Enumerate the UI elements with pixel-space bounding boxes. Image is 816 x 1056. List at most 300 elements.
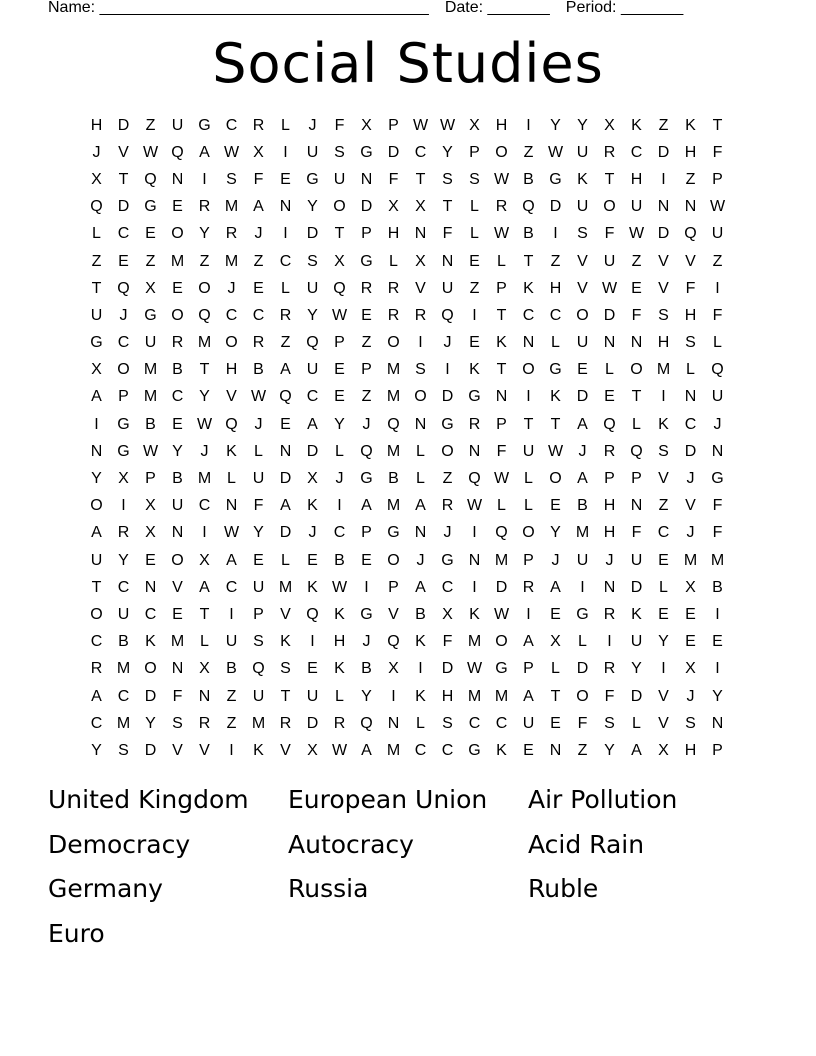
grid-letter: D bbox=[630, 578, 643, 596]
grid-letter: H bbox=[603, 524, 616, 542]
grid-letter: D bbox=[684, 442, 697, 460]
grid-letter: Z bbox=[226, 714, 237, 732]
grid-letter: R bbox=[603, 605, 616, 623]
word-search-grid bbox=[83, 112, 731, 765]
grid-row bbox=[83, 601, 731, 628]
grid-letter: Z bbox=[523, 143, 534, 161]
grid-letter: Q bbox=[360, 714, 373, 732]
grid-letter: M bbox=[116, 660, 131, 678]
grid-letter: R bbox=[333, 714, 346, 732]
grid-letter: R bbox=[198, 714, 211, 732]
grid-letter: Y bbox=[658, 633, 669, 651]
date-field-label: Date: _______ bbox=[444, 0, 550, 16]
grid-letter: I bbox=[661, 388, 666, 406]
grid-letter: I bbox=[526, 388, 531, 406]
grid-letter: C bbox=[441, 578, 454, 596]
grid-letter: L bbox=[524, 470, 533, 488]
grid-letter: P bbox=[469, 143, 480, 161]
grid-letter: G bbox=[468, 741, 481, 759]
grid-letter: J bbox=[92, 143, 101, 161]
grid-letter: R bbox=[603, 143, 616, 161]
grid-letter: V bbox=[388, 605, 399, 623]
grid-letter: F bbox=[442, 633, 453, 651]
grid-letter: X bbox=[334, 252, 345, 270]
grid-letter: P bbox=[388, 578, 399, 596]
grid-letter: I bbox=[418, 660, 423, 678]
grid-letter: Y bbox=[91, 741, 102, 759]
grid-letter: V bbox=[577, 252, 588, 270]
grid-letter: F bbox=[712, 497, 723, 515]
grid-letter: E bbox=[361, 551, 372, 569]
grid-letter: D bbox=[387, 143, 400, 161]
grid-letter: I bbox=[553, 225, 558, 243]
grid-letter: G bbox=[360, 470, 373, 488]
grid-letter: X bbox=[361, 116, 372, 134]
grid-letter: G bbox=[360, 605, 373, 623]
grid-letter: Q bbox=[225, 415, 238, 433]
grid-letter: P bbox=[361, 524, 372, 542]
grid-letter: E bbox=[307, 660, 318, 678]
grid-letter: N bbox=[414, 415, 427, 433]
grid-letter: C bbox=[657, 524, 670, 542]
grid-letter: A bbox=[631, 741, 642, 759]
grid-letter: A bbox=[415, 578, 426, 596]
grid-letter: O bbox=[441, 442, 454, 460]
grid-letter: N bbox=[495, 388, 508, 406]
grid-letter: A bbox=[361, 741, 372, 759]
grid-letter: X bbox=[469, 116, 480, 134]
grid-letter: F bbox=[253, 170, 264, 188]
grid-letter: K bbox=[496, 334, 507, 352]
grid-letter: D bbox=[306, 442, 319, 460]
grid-letter: M bbox=[386, 388, 401, 406]
grid-letter: X bbox=[118, 470, 129, 488]
grid-letter: K bbox=[334, 605, 345, 623]
grid-letter: P bbox=[361, 225, 372, 243]
grid-row bbox=[83, 710, 731, 737]
grid-letter: R bbox=[468, 415, 481, 433]
grid-letter: B bbox=[523, 170, 534, 188]
grid-letter: A bbox=[577, 415, 588, 433]
grid-letter: M bbox=[224, 198, 239, 216]
grid-letter: N bbox=[684, 388, 697, 406]
grid-letter: J bbox=[686, 524, 695, 542]
grid-letter: N bbox=[387, 714, 400, 732]
grid-letter: I bbox=[715, 660, 720, 678]
grid-letter: O bbox=[198, 279, 211, 297]
grid-letter: M bbox=[386, 497, 401, 515]
grid-letter: J bbox=[578, 442, 587, 460]
grid-letter: M bbox=[251, 714, 266, 732]
grid-letter: F bbox=[496, 442, 507, 460]
grid-letter: R bbox=[603, 660, 616, 678]
grid-letter: G bbox=[306, 170, 319, 188]
grid-letter: V bbox=[658, 687, 669, 705]
grid-letter: A bbox=[280, 361, 291, 379]
grid-letter: F bbox=[604, 687, 615, 705]
grid-letter: O bbox=[414, 388, 427, 406]
grid-letter: U bbox=[306, 361, 319, 379]
grid-letter: H bbox=[225, 361, 238, 379]
grid-letter: U bbox=[522, 714, 535, 732]
grid-letter: G bbox=[144, 198, 157, 216]
grid-letter: R bbox=[414, 306, 427, 324]
grid-letter: M bbox=[386, 361, 401, 379]
grid-letter: E bbox=[469, 334, 480, 352]
grid-letter: B bbox=[253, 361, 264, 379]
grid-letter: H bbox=[549, 279, 562, 297]
grid-letter: S bbox=[658, 306, 669, 324]
grid-letter: Z bbox=[712, 252, 723, 270]
grid-letter: C bbox=[495, 714, 508, 732]
grid-letter: M bbox=[467, 633, 482, 651]
grid-letter: Q bbox=[279, 388, 292, 406]
grid-letter: E bbox=[172, 279, 183, 297]
grid-letter: G bbox=[117, 415, 130, 433]
grid-letter: K bbox=[631, 116, 642, 134]
grid-letter: P bbox=[253, 605, 264, 623]
grid-letter: M bbox=[656, 361, 671, 379]
grid-letter: E bbox=[361, 306, 372, 324]
grid-letter: C bbox=[144, 605, 157, 623]
grid-letter: I bbox=[283, 225, 288, 243]
grid-letter: L bbox=[227, 470, 236, 488]
grid-letter: P bbox=[712, 170, 723, 188]
grid-letter: N bbox=[603, 334, 616, 352]
worksheet-header bbox=[48, 0, 683, 18]
grid-letter: V bbox=[658, 714, 669, 732]
grid-letter: R bbox=[90, 660, 103, 678]
word-bank-item: European Union bbox=[288, 785, 488, 814]
grid-letter: X bbox=[307, 470, 318, 488]
grid-letter: W bbox=[331, 306, 348, 324]
grid-letter: Y bbox=[604, 741, 615, 759]
grid-row bbox=[83, 275, 731, 302]
grid-letter: M bbox=[710, 551, 725, 569]
grid-letter: K bbox=[145, 633, 156, 651]
grid-letter: J bbox=[362, 415, 371, 433]
grid-letter: Y bbox=[550, 524, 561, 542]
grid-letter: D bbox=[117, 198, 130, 216]
grid-letter: D bbox=[441, 660, 454, 678]
grid-letter: C bbox=[252, 306, 265, 324]
grid-letter: J bbox=[686, 470, 695, 488]
grid-letter: Z bbox=[91, 252, 102, 270]
word-bank-item: Autocracy bbox=[288, 829, 414, 859]
grid-letter: R bbox=[441, 497, 454, 515]
grid-letter: E bbox=[550, 497, 561, 515]
grid-letter: G bbox=[387, 524, 400, 542]
grid-letter: U bbox=[90, 306, 103, 324]
grid-letter: L bbox=[335, 442, 344, 460]
grid-letter: F bbox=[172, 687, 183, 705]
grid-letter: S bbox=[280, 660, 291, 678]
grid-letter: Y bbox=[145, 714, 156, 732]
grid-letter: Y bbox=[199, 225, 210, 243]
grid-letter: E bbox=[172, 605, 183, 623]
grid-letter: M bbox=[494, 687, 509, 705]
grid-letter: V bbox=[280, 605, 291, 623]
grid-letter: M bbox=[197, 470, 212, 488]
grid-letter: U bbox=[711, 388, 724, 406]
grid-letter: M bbox=[197, 334, 212, 352]
grid-letter: R bbox=[279, 306, 292, 324]
grid-letter: N bbox=[171, 660, 184, 678]
grid-letter: T bbox=[91, 279, 102, 297]
grid-letter: O bbox=[90, 605, 103, 623]
grid-letter: A bbox=[550, 578, 561, 596]
grid-letter: U bbox=[333, 170, 346, 188]
grid-letter: M bbox=[575, 524, 590, 542]
grid-letter: U bbox=[576, 198, 589, 216]
grid-letter: U bbox=[90, 551, 103, 569]
grid-letter: M bbox=[143, 361, 158, 379]
grid-letter: F bbox=[685, 279, 696, 297]
grid-letter: W bbox=[331, 741, 348, 759]
grid-letter: B bbox=[334, 551, 345, 569]
grid-letter: L bbox=[497, 497, 506, 515]
grid-letter: X bbox=[685, 660, 696, 678]
grid-letter: U bbox=[441, 279, 454, 297]
grid-letter: J bbox=[227, 279, 236, 297]
grid-letter: X bbox=[307, 741, 318, 759]
grid-letter: T bbox=[118, 170, 129, 188]
grid-letter: X bbox=[388, 660, 399, 678]
grid-letter: G bbox=[468, 388, 481, 406]
grid-letter: W bbox=[493, 225, 510, 243]
grid-letter: N bbox=[171, 170, 184, 188]
grid-letter: H bbox=[603, 497, 616, 515]
grid-letter: Q bbox=[90, 198, 103, 216]
grid-letter: B bbox=[415, 605, 426, 623]
grid-letter: Y bbox=[712, 687, 723, 705]
grid-letter: S bbox=[658, 442, 669, 460]
grid-letter: D bbox=[576, 388, 589, 406]
grid-letter: I bbox=[337, 497, 342, 515]
grid-row bbox=[83, 302, 731, 329]
grid-letter: I bbox=[472, 306, 477, 324]
grid-row bbox=[83, 629, 731, 656]
grid-letter: N bbox=[711, 442, 724, 460]
grid-letter: Z bbox=[550, 252, 561, 270]
grid-letter: D bbox=[576, 660, 589, 678]
grid-letter: T bbox=[550, 687, 561, 705]
name-field-label: Name: _____________________________________ bbox=[48, 0, 429, 16]
grid-letter: U bbox=[171, 116, 184, 134]
grid-letter: Q bbox=[603, 415, 616, 433]
grid-letter: C bbox=[414, 741, 427, 759]
grid-letter: U bbox=[252, 578, 265, 596]
grid-letter: U bbox=[522, 442, 535, 460]
grid-letter: I bbox=[229, 605, 234, 623]
grid-letter: J bbox=[443, 334, 452, 352]
grid-letter: C bbox=[522, 306, 535, 324]
grid-letter: R bbox=[387, 306, 400, 324]
grid-letter: C bbox=[441, 741, 454, 759]
grid-letter: Q bbox=[441, 306, 454, 324]
grid-letter: N bbox=[171, 524, 184, 542]
grid-letter: N bbox=[711, 714, 724, 732]
grid-letter: C bbox=[90, 714, 103, 732]
grid-letter: V bbox=[658, 279, 669, 297]
grid-letter: K bbox=[307, 497, 318, 515]
grid-letter: D bbox=[279, 524, 292, 542]
grid-letter: G bbox=[360, 143, 373, 161]
grid-letter: L bbox=[416, 442, 425, 460]
grid-letter: S bbox=[307, 252, 318, 270]
grid-letter: T bbox=[199, 605, 210, 623]
grid-letter: O bbox=[333, 198, 346, 216]
grid-letter: I bbox=[580, 578, 585, 596]
grid-letter: E bbox=[253, 551, 264, 569]
grid-letter: C bbox=[414, 143, 427, 161]
grid-letter: V bbox=[118, 143, 129, 161]
grid-letter: A bbox=[523, 633, 534, 651]
grid-letter: N bbox=[630, 334, 643, 352]
grid-letter: C bbox=[117, 687, 130, 705]
grid-letter: I bbox=[661, 170, 666, 188]
grid-letter: T bbox=[496, 306, 507, 324]
grid-row bbox=[83, 520, 731, 547]
grid-letter: W bbox=[466, 497, 483, 515]
grid-letter: J bbox=[335, 470, 344, 488]
grid-letter: K bbox=[496, 741, 507, 759]
grid-letter: K bbox=[577, 170, 588, 188]
grid-letter: J bbox=[254, 415, 263, 433]
grid-letter: J bbox=[416, 551, 425, 569]
grid-letter: Y bbox=[577, 116, 588, 134]
grid-letter: P bbox=[145, 470, 156, 488]
grid-letter: H bbox=[684, 741, 697, 759]
grid-row bbox=[83, 465, 731, 492]
grid-letter: B bbox=[145, 415, 156, 433]
grid-letter: S bbox=[415, 361, 426, 379]
grid-letter: I bbox=[472, 578, 477, 596]
grid-letter: K bbox=[334, 660, 345, 678]
grid-letter: F bbox=[712, 524, 723, 542]
grid-letter: G bbox=[117, 442, 130, 460]
grid-letter: E bbox=[118, 252, 129, 270]
grid-letter: U bbox=[306, 279, 319, 297]
grid-letter: E bbox=[658, 551, 669, 569]
grid-letter: I bbox=[526, 116, 531, 134]
grid-letter: Z bbox=[226, 687, 237, 705]
grid-letter: I bbox=[418, 334, 423, 352]
grid-letter: F bbox=[712, 306, 723, 324]
grid-letter: X bbox=[388, 198, 399, 216]
grid-letter: L bbox=[551, 660, 560, 678]
grid-letter: U bbox=[306, 687, 319, 705]
grid-letter: U bbox=[576, 334, 589, 352]
grid-letter: L bbox=[416, 714, 425, 732]
grid-letter: K bbox=[307, 578, 318, 596]
grid-letter: O bbox=[90, 497, 103, 515]
grid-letter: P bbox=[118, 388, 129, 406]
grid-letter: J bbox=[254, 225, 263, 243]
grid-letter: K bbox=[253, 741, 264, 759]
grid-letter: R bbox=[171, 334, 184, 352]
grid-row bbox=[83, 221, 731, 248]
grid-letter: W bbox=[196, 415, 213, 433]
grid-letter: C bbox=[198, 497, 211, 515]
grid-letter: A bbox=[280, 497, 291, 515]
grid-letter: V bbox=[172, 741, 183, 759]
grid-letter: T bbox=[712, 116, 723, 134]
grid-letter: X bbox=[145, 497, 156, 515]
grid-row bbox=[83, 683, 731, 710]
grid-letter: Y bbox=[334, 415, 345, 433]
grid-letter: H bbox=[630, 170, 643, 188]
grid-letter: Q bbox=[198, 306, 211, 324]
grid-letter: E bbox=[604, 388, 615, 406]
period-field-label: Period: _______ bbox=[565, 0, 684, 16]
grid-letter: J bbox=[362, 633, 371, 651]
grid-letter: T bbox=[280, 687, 291, 705]
grid-letter: T bbox=[550, 415, 561, 433]
grid-letter: E bbox=[577, 361, 588, 379]
grid-letter: H bbox=[495, 116, 508, 134]
grid-row bbox=[83, 438, 731, 465]
grid-letter: W bbox=[142, 442, 159, 460]
grid-row bbox=[83, 330, 731, 357]
grid-letter: N bbox=[144, 578, 157, 596]
grid-letter: D bbox=[279, 470, 292, 488]
grid-letter: U bbox=[252, 687, 265, 705]
grid-letter: Q bbox=[387, 415, 400, 433]
grid-letter: G bbox=[90, 334, 103, 352]
grid-letter: S bbox=[442, 714, 453, 732]
grid-letter: M bbox=[278, 578, 293, 596]
grid-letter: X bbox=[91, 170, 102, 188]
grid-letter: C bbox=[333, 524, 346, 542]
grid-letter: D bbox=[117, 116, 130, 134]
grid-letter: T bbox=[415, 170, 426, 188]
grid-letter: U bbox=[306, 143, 319, 161]
grid-letter: Q bbox=[252, 660, 265, 678]
grid-letter: E bbox=[334, 388, 345, 406]
grid-row bbox=[83, 248, 731, 275]
grid-letter: K bbox=[658, 415, 669, 433]
grid-letter: C bbox=[117, 578, 130, 596]
grid-letter: K bbox=[469, 605, 480, 623]
grid-letter: R bbox=[495, 198, 508, 216]
word-bank bbox=[48, 778, 768, 956]
grid-letter: X bbox=[604, 116, 615, 134]
grid-letter: C bbox=[225, 116, 238, 134]
grid-letter: A bbox=[91, 524, 102, 542]
grid-letter: C bbox=[90, 633, 103, 651]
grid-letter: F bbox=[604, 225, 615, 243]
grid-letter: C bbox=[117, 225, 130, 243]
grid-letter: C bbox=[684, 415, 697, 433]
grid-letter: L bbox=[281, 279, 290, 297]
grid-letter: N bbox=[522, 334, 535, 352]
grid-letter: I bbox=[202, 524, 207, 542]
grid-letter: Y bbox=[199, 388, 210, 406]
grid-letter: L bbox=[551, 334, 560, 352]
grid-letter: F bbox=[334, 116, 345, 134]
grid-letter: Z bbox=[145, 116, 156, 134]
grid-letter: D bbox=[306, 714, 319, 732]
grid-letter: K bbox=[550, 388, 561, 406]
grid-letter: K bbox=[415, 633, 426, 651]
grid-letter: L bbox=[605, 361, 614, 379]
grid-letter: S bbox=[685, 334, 696, 352]
grid-letter: A bbox=[199, 578, 210, 596]
grid-letter: Z bbox=[685, 170, 696, 188]
grid-row bbox=[83, 194, 731, 221]
grid-letter: R bbox=[198, 198, 211, 216]
